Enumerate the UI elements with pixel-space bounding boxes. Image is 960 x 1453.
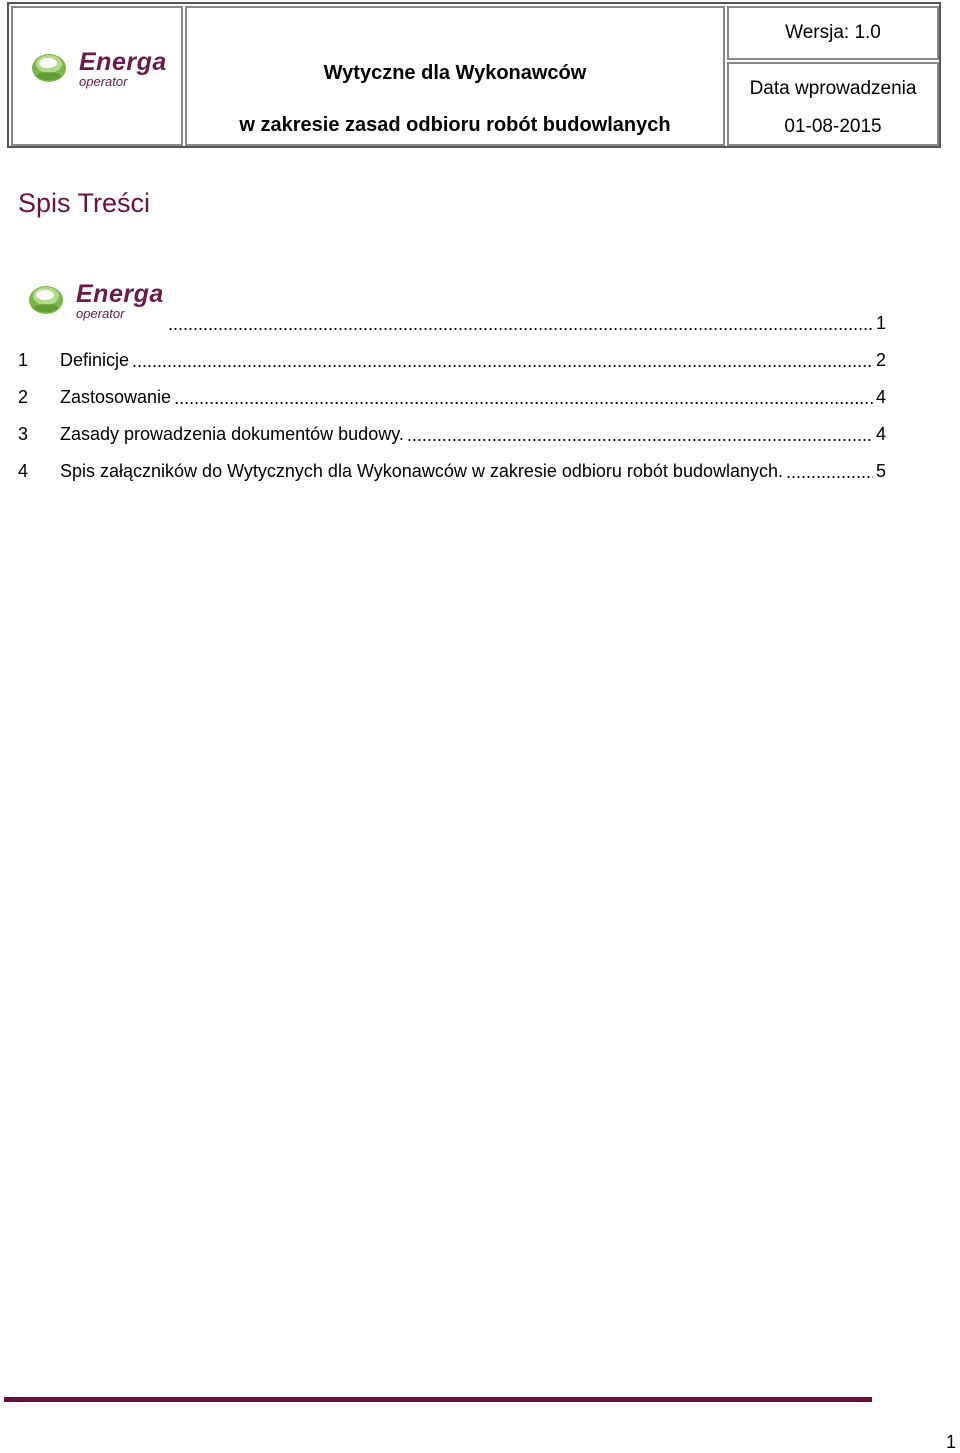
toc-leader-dots: [168, 314, 873, 334]
header-date-cell: [727, 62, 939, 146]
page-number: 1: [945, 1432, 956, 1452]
toc-entry-number: 2: [18, 387, 29, 407]
energa-logo-icon: [28, 278, 68, 318]
header-title-cell: [185, 6, 725, 146]
toc-leader-dots: [786, 462, 873, 482]
toc-entry-number: 1: [18, 350, 29, 370]
toc-logo: [28, 278, 168, 322]
toc-title: Spis Treści: [18, 188, 151, 218]
toc-entry-number: 3: [18, 424, 29, 444]
header-logo-cell: [11, 6, 183, 146]
toc-page-number: 1: [875, 313, 886, 333]
toc-entry[interactable]: [18, 458, 886, 482]
date-label: Data wprowadzenia: [749, 78, 917, 99]
toc-entry[interactable]: [18, 384, 886, 408]
toc-page-number: 4: [875, 387, 886, 407]
document-header: [7, 2, 941, 148]
toc-entry-text: Spis załączników do Wytycznych dla Wykonawców w zakresie odbioru robót budowlanych.: [60, 461, 784, 481]
toc-entry-number: 4: [18, 461, 29, 481]
logo-brand-text: Energa: [76, 280, 164, 308]
toc-leader-dots: [132, 351, 873, 371]
toc-leader-dots: [407, 425, 873, 445]
document-subtitle: w zakresie zasad odbioru robót budowlanych: [239, 114, 671, 136]
version-label: Wersja: 1.0: [785, 22, 881, 43]
document-title: Wytyczne dla Wykonawców: [323, 62, 587, 84]
toc-entry[interactable]: [18, 347, 886, 371]
toc-page-number: 5: [875, 461, 886, 481]
toc-entry-text: Zastosowanie: [60, 387, 172, 407]
logo-sub-text: operator: [76, 306, 125, 321]
toc-entry-text: Zasady prowadzenia dokumentów budowy.: [60, 424, 404, 444]
toc-entry-text: Definicje: [60, 350, 130, 370]
toc-page-number: 2: [875, 350, 886, 370]
toc-entry[interactable]: [18, 421, 886, 445]
footer-divider: [4, 1397, 872, 1402]
logo-brand-text: Energa: [79, 48, 167, 76]
toc-entry-logo[interactable]: [168, 310, 886, 334]
toc-leader-dots: [174, 388, 873, 408]
header-version-cell: [727, 6, 939, 60]
toc-page-number: 4: [875, 424, 886, 444]
date-value: 01-08-2015: [784, 116, 882, 137]
energa-logo-icon: [31, 46, 71, 86]
logo-sub-text: operator: [79, 74, 128, 89]
